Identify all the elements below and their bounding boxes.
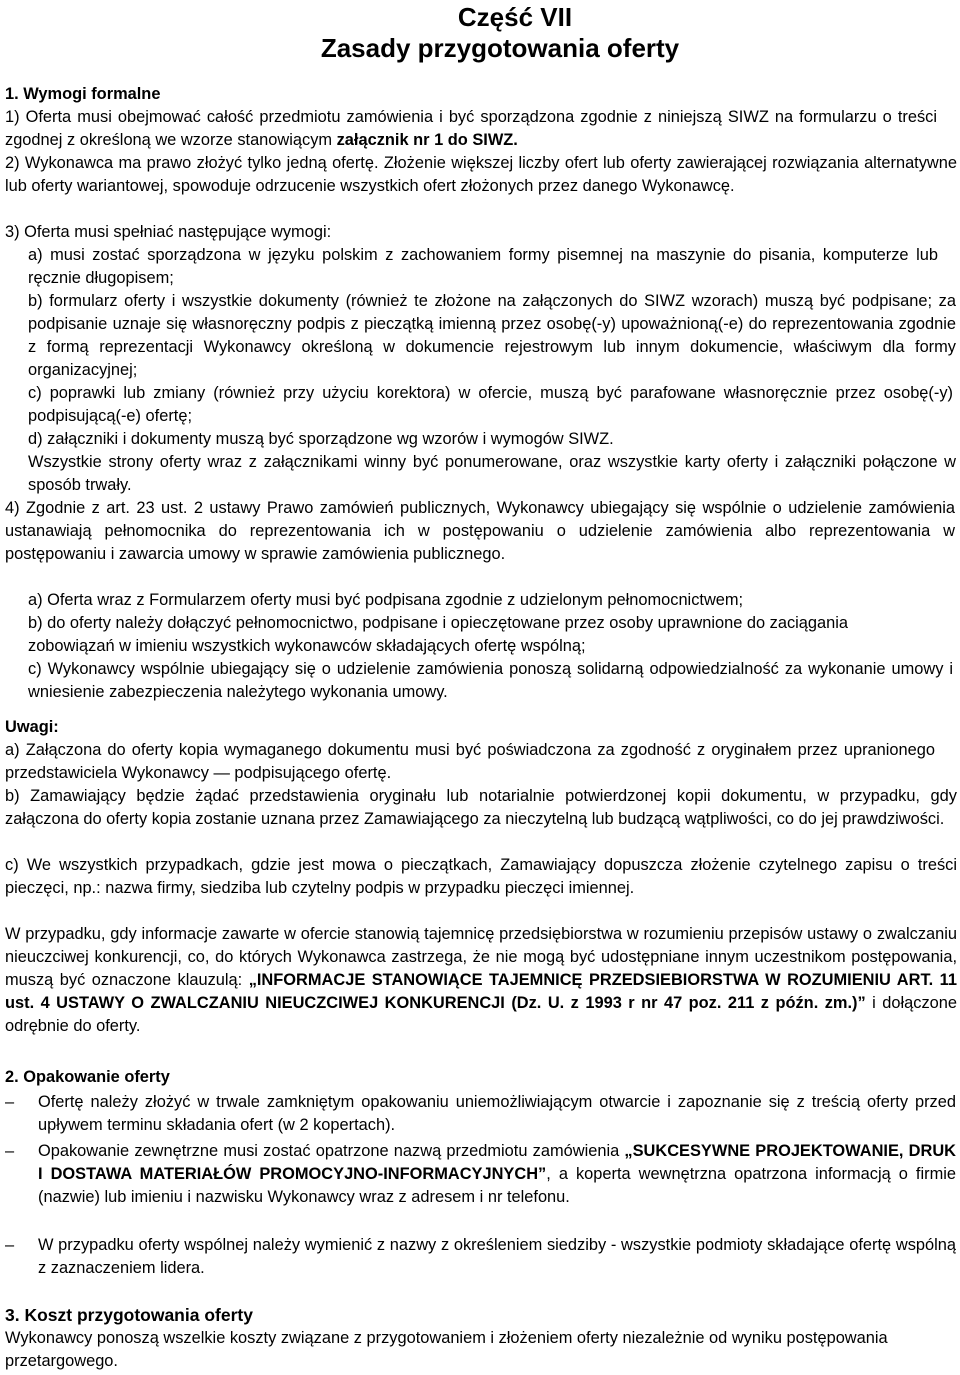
title-line-1: Część VII — [457, 2, 573, 32]
paragraph-3: 3) Oferta musi spełniać następujące wymogi: — [5, 223, 332, 241]
page-title — [0, 2, 960, 64]
dash-bullet-3: – — [5, 1236, 15, 1254]
title-line-2: Zasady przygotowania oferty — [320, 33, 680, 63]
remark-a: a) Załączona do oferty kopia wymaganego dokumentu musi być poświadczona za zgodność z oryginałem przez upranionego przedstawiciela Wykonawcy — podpisującego ofertę. — [5, 741, 935, 782]
remark-b: b) Zamawiający będzie żądać przedstawienia oryginału lub notarialnie potwierdzonej kopii dokumentu, w przypadku, gdy załączona do oferty kopia zostanie uznana przez Zamawiającego za nieczytelną lub budzącą wątpliwości, co do jej prawdziwości. — [5, 787, 957, 828]
remark-c: c) We wszystkich przypadkach, gdzie jest mowa o pieczątkach, Zamawiający dopuszcza złożenie czytelnego zapisu o treści pieczęci, np.: nazwa firmy, siedziba lub czytelny podpis w przypadku pieczęci imiennej. — [5, 856, 957, 897]
cost-paragraph: Wykonawcy ponoszą wszelkie koszty związane z przygotowaniem i złożeniem oferty niezależnie od wyniku postępowania przetargowego. — [5, 1329, 888, 1370]
dash-bullet-1: – — [5, 1093, 15, 1111]
packaging-item-2-text: Opakowanie zewnętrzne musi zostać opatrzone nazwą przedmiotu zamówienia — [38, 1142, 625, 1160]
packaging-item-2-tail: , a koperta wewnętrzna opatrzona informacją o firmie (nazwie) lub imieniu i nazwisku Wykonawcy wraz z adresem i nr telefonu. — [38, 1165, 956, 1206]
trade-secret-paragraph — [5, 923, 957, 1038]
packaging-item-3: W przypadku oferty wspólnej należy wymienić z nazwy z określeniem siedziby - wszystkie podmioty składające ofertę wspólną z zaznaczeniem lidera. — [38, 1236, 956, 1277]
trade-secret-text: W przypadku, gdy informacje zawarte w ofercie stanowią tajemnicę przedsiębiorstwa w rozumieniu przepisów ustawy o zwalczaniu nieuczciwej konkurencji, co, do których Wykonawca zastrzega, że nie mogą być udostępniane innym uczestnikom postępowania, muszą być oznaczone klauzulą: — [5, 925, 957, 989]
paragraph-4: 4) Zgodnie z art. 23 ust. 2 ustawy Prawo zamówień publicznych, Wykonawcy ubiegający się wspólnie o udzielenie zamówienia ustanawiają pełnomocnika do reprezentowania ich w postępowaniu o udzielenie zamówienia albo reprezentowania w postępowaniu i zawarcia umowy w sprawie zamówienia publicznego. — [5, 499, 955, 563]
section-1-heading: 1. Wymogi formalne — [5, 85, 161, 103]
paragraph-3e: Wszystkie strony oferty wraz z załącznikami winny być ponumerowane, oraz wszystkie karty oferty i załączniki połączone w sposób trwały. — [28, 453, 956, 494]
paragraph-2-text: Złożenie większej liczby ofert lub oferty zawierającej rozwiązania alternatywne lub oferty wariantowej, spowoduje odrzucenie wszystkich ofert złożonych przez danego Wykonawcę. — [5, 154, 957, 195]
paragraph-4b: b) do oferty należy dołączyć pełnomocnictwo, podpisane i opieczętowane przez osoby uprawnione do zaciągania zobowiązań w imieniu wszystkich wykonawców składających ofertę wspólną; — [28, 614, 849, 655]
packaging-item-2 — [38, 1140, 956, 1209]
paragraph-4a: a) Oferta wraz z Formularzem oferty musi być podpisana zgodnie z udzielonym pełnomocnictwem; — [28, 591, 744, 609]
dash-bullet-2: – — [5, 1142, 15, 1160]
paragraph-2-lead: 2) Wykonawca ma prawo złożyć tylko jedną ofertę. — [5, 154, 379, 172]
trade-secret-clause: „INFORMACJE STANOWIĄCE TAJEMNICĘ PRZEDSIEBIORSTWA W ROZUMIENIU ART. 11 ust. 4 USTAWY O ZWALCZANIU NIEUCZCIWEJ KONKURENCJI (Dz. U. z 1993 r nr 47 poz. 211 z późn. zm.)” — [5, 971, 957, 1012]
section-3-heading: 3. Koszt przygotowania oferty — [5, 1305, 253, 1325]
paragraph-1 — [5, 106, 937, 152]
paragraph-3b: b) formularz oferty i wszystkie dokumenty (również te złożone na załączonych do SIWZ wzorach) muszą być podpisane; za podpisanie uznaje się własnoręczny podpis z pieczątką imienną przez osobę(-y) upoważnioną(-e) do reprezentowania zgodnie z formą reprezentacji Wykonawcy określoną w dokumencie rejestrowym lub innym dokumencie, właściwym dla formy organizacyjnej; — [28, 292, 956, 379]
paragraph-3c: c) poprawki lub zmiany (również przy użyciu korektora) w ofercie, muszą być parafowane własnoręcznie przez osobę(-y) podpisującą(-e) ofertę; — [28, 384, 953, 425]
paragraph-3d: d) załączniki i dokumenty muszą być sporządzone wg wzorów i wymogów SIWZ. — [28, 430, 614, 448]
tender-subject-name: „SUKCESYWNE PROJEKTOWANIE, DRUK I DOSTAWA MATERIAŁÓW PROMOCYJNO-INFORMACYJNYCH” — [38, 1142, 956, 1183]
paragraph-4c: c) Wykonawcy wspólnie ubiegający się o udzielenie zamówienia ponoszą solidarną odpowiedzialność za wykonanie umowy i wniesienie zabezpieczenia należytego wykonania umowy. — [28, 660, 953, 701]
trade-secret-tail: i dołączone odrębnie do oferty. — [5, 994, 957, 1035]
packaging-item-1: Ofertę należy złożyć w trwale zamkniętym opakowaniu uniemożliwiającym otwarcie i zapoznanie się z treścią oferty przed upływem terminu składania ofert (w 2 kopertach). — [38, 1093, 956, 1134]
remarks-heading: Uwagi: — [5, 718, 59, 736]
section-2-heading: 2. Opakowanie oferty — [5, 1068, 170, 1086]
attachment-reference: załącznik nr 1 do SIWZ. — [336, 131, 518, 149]
paragraph-1-text: 1) Oferta musi obejmować całość przedmiotu zamówienia i być sporządzona zgodnie z niniejszą SIWZ na formularzu o treści zgodnej z określoną we wzorze stanowiącym — [5, 108, 937, 149]
paragraph-3a: a) musi zostać sporządzona w języku polskim z zachowaniem formy pisemnej na maszynie do pisania, komputerze lub ręcznie długopisem; — [28, 246, 938, 287]
paragraph-2 — [5, 152, 957, 198]
